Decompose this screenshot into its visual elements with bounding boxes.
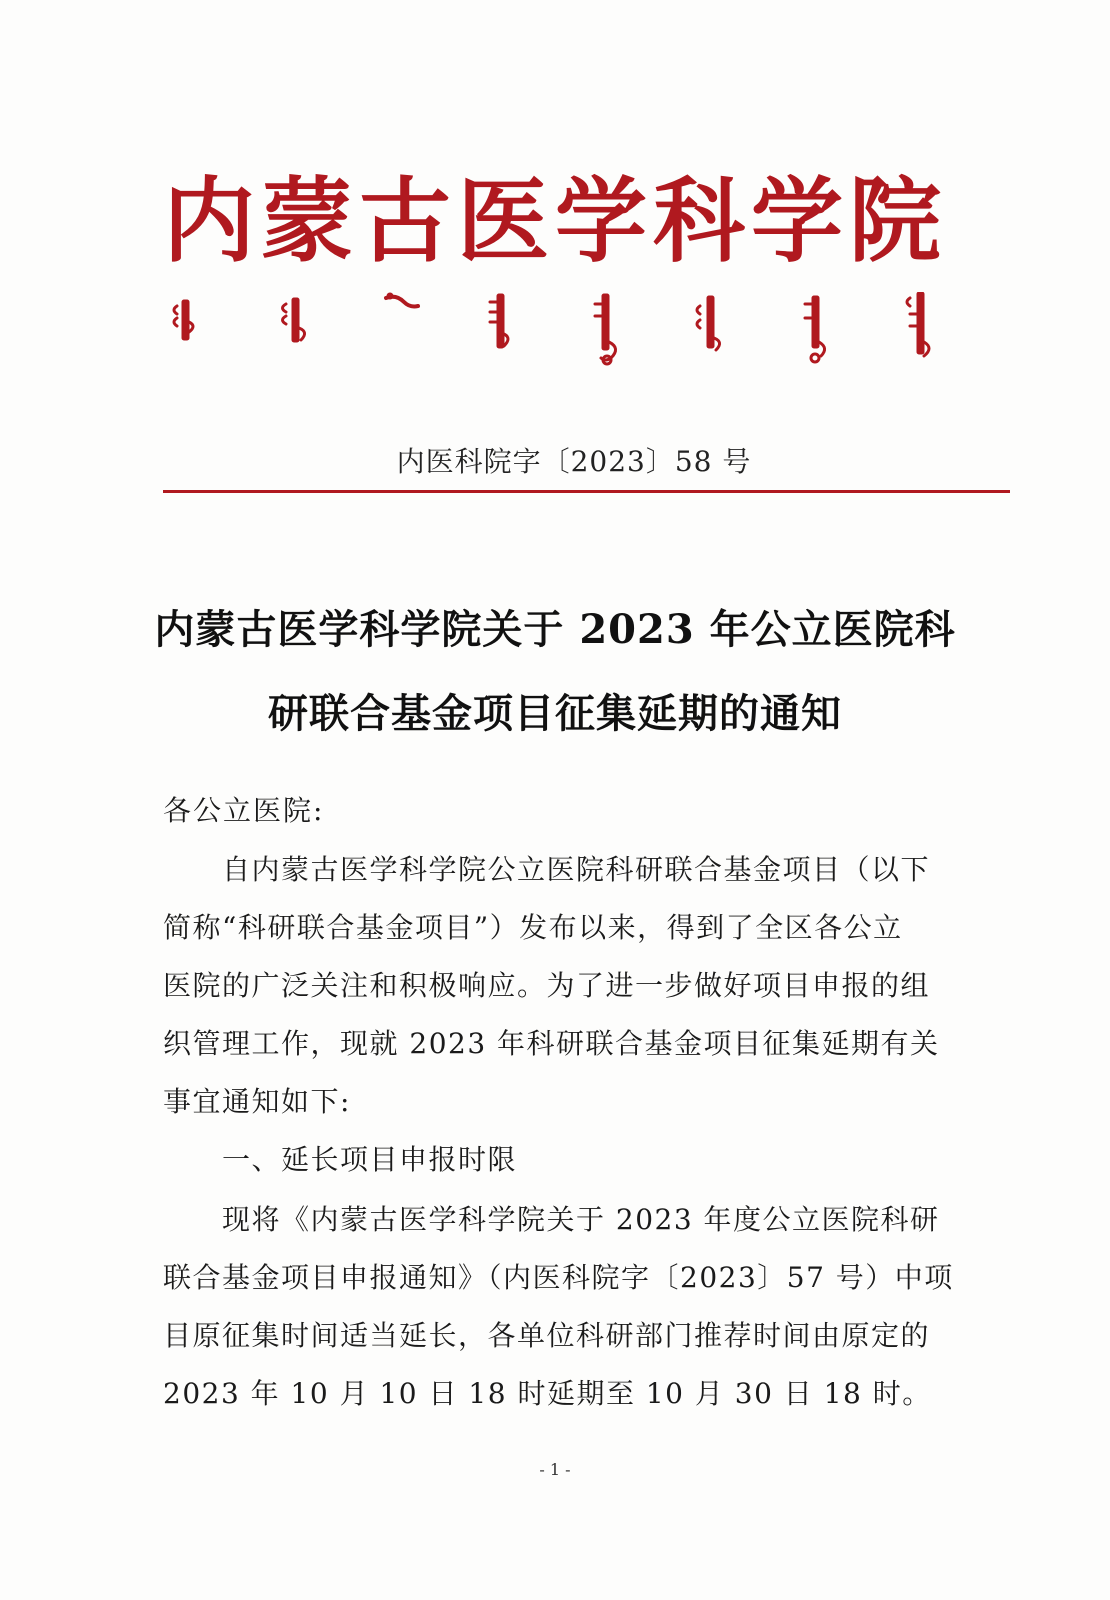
salutation: 各公立医院: (163, 794, 325, 827)
paragraph-1-line: 事宜通知如下: (163, 1085, 351, 1118)
section-1-heading: 一、延长项目申报时限 (222, 1143, 518, 1176)
paragraph-1-line: 医院的广泛关注和积极响应。为了进一步做好项目申报的组 (163, 969, 931, 1002)
institution-name-header: 内蒙古医学科学院 (162, 167, 947, 275)
notice-title-line-2: 研联合基金项目征集延期的通知 (268, 690, 842, 737)
paragraph-2-line: 目原征集时间适当延长，各单位科研部门推荐时间由原定的 (163, 1319, 931, 1352)
paragraph-1-line: 自内蒙古医学科学院公立医院科研联合基金项目（以下 (222, 853, 931, 886)
mongolian-script-header (165, 292, 955, 372)
page-number: - 1 - (539, 1460, 571, 1479)
paragraph-2-line: 联合基金项目申报通知》（内医科院字〔2023〕57 号）中项 (163, 1261, 954, 1294)
paragraph-1-line: 织管理工作，现就 2023 年科研联合基金项目征集延期有关 (163, 1027, 940, 1060)
notice-title-line-1: 内蒙古医学科学院关于 2023 年公立医院科 (154, 606, 956, 653)
paragraph-1-line: 简称“科研联合基金项目”）发布以来，得到了全区各公立 (163, 911, 903, 944)
paragraph-2-line: 2023 年 10 月 10 日 18 时延期至 10 月 30 日 18 时。 (163, 1377, 932, 1410)
document-number: 内医科院字〔2023〕58 号 (396, 445, 752, 478)
paragraph-2-line: 现将《内蒙古医学科学院关于 2023 年度公立医院科研 (222, 1203, 940, 1236)
mongolian-script-icon (165, 292, 955, 372)
header-divider (163, 490, 1010, 493)
